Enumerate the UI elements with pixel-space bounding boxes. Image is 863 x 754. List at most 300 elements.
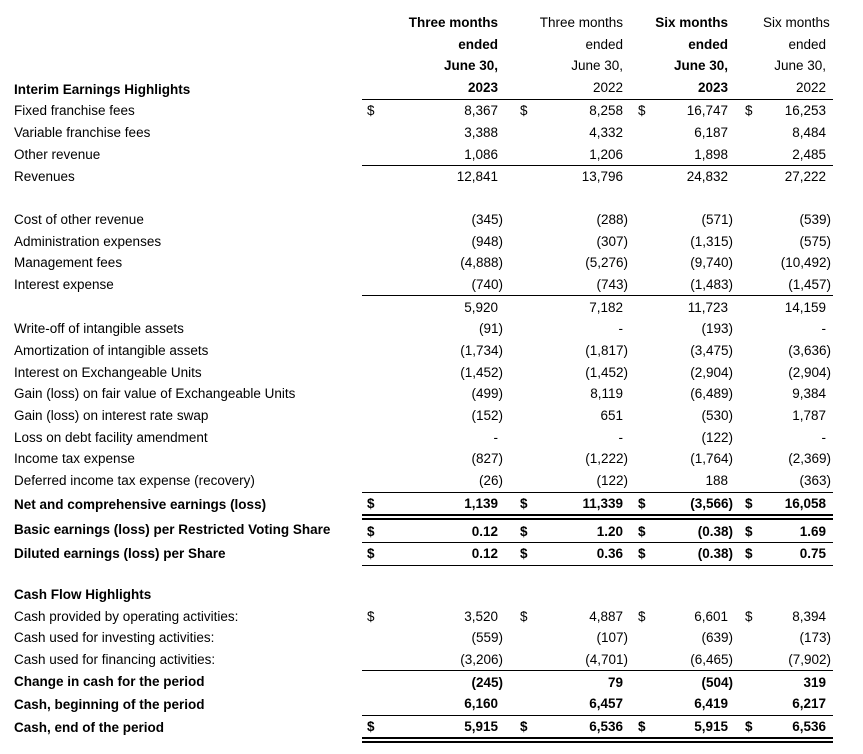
currency-symbol (362, 383, 392, 405)
table-row (14, 296, 833, 318)
currency-symbol: $ (735, 492, 763, 517)
cell-value: - (618, 429, 623, 445)
cell-value: (6,489) (690, 386, 733, 402)
currency-symbol: $ (362, 542, 392, 565)
currency-symbol (505, 296, 535, 318)
row-label (14, 296, 362, 318)
cell-value: 0.12 (392, 517, 505, 542)
currency-symbol (505, 649, 535, 671)
row-label: Management fees (14, 255, 123, 271)
cell-value: (10,492) (780, 255, 831, 271)
currency-symbol: $ (745, 608, 753, 624)
currency-symbol (630, 230, 655, 252)
currency-symbol (362, 274, 392, 296)
table-row (14, 143, 833, 165)
column-header-line: June 30, (774, 58, 826, 74)
cell-value: (504) (701, 674, 733, 690)
currency-symbol: $ (745, 103, 753, 119)
column-header-line: 2022 (592, 80, 623, 96)
row-label: Change in cash for the period (14, 674, 205, 690)
column-header-line: ended (788, 36, 826, 52)
table-row (14, 470, 833, 492)
spacer-cell (14, 188, 833, 209)
table-row (14, 383, 833, 405)
cell-value: 11,723 (687, 299, 728, 315)
currency-symbol (735, 426, 763, 448)
cell-value: (4,888) (460, 255, 503, 271)
row-label: Basic earnings (loss) per Restricted Voting Share (14, 522, 331, 538)
currency-symbol (362, 627, 392, 649)
cell-value: (2,904) (788, 364, 831, 380)
row-label: Interest on Exchangeable Units (14, 364, 202, 380)
row-label: Cost of other revenue (14, 211, 144, 227)
currency-symbol (735, 252, 763, 274)
cell-value: 1,787 (792, 408, 826, 424)
column-header-line: June 30, (443, 58, 498, 74)
currency-symbol (735, 584, 763, 606)
currency-symbol (630, 693, 655, 715)
currency-symbol (362, 318, 392, 340)
row-label: Write-off of intangible assets (14, 321, 184, 337)
currency-symbol (630, 627, 655, 649)
cell-value: 6,187 (694, 124, 728, 140)
cell-value: (1,222) (585, 451, 628, 467)
cell-value: (245) (471, 674, 503, 690)
header-row (14, 12, 833, 99)
currency-symbol (362, 426, 392, 448)
currency-symbol (630, 448, 655, 470)
currency-symbol (735, 693, 763, 715)
currency-symbol (735, 361, 763, 383)
table-row (14, 649, 833, 671)
currency-symbol: $ (505, 517, 535, 542)
cell-value: (743) (535, 274, 630, 296)
currency-symbol (505, 318, 535, 340)
cell-value: (0.38) (655, 542, 735, 565)
table-row (14, 671, 833, 693)
cell-value: 8,484 (792, 124, 826, 140)
cell-value: 27,222 (784, 169, 826, 185)
currency-symbol (362, 649, 392, 671)
cell-value: 4,887 (589, 608, 623, 624)
currency-symbol: $ (367, 103, 375, 119)
currency-symbol (630, 274, 655, 296)
cell-value: (307) (596, 233, 628, 249)
cell-value: (1,817) (585, 343, 628, 359)
currency-symbol: $ (362, 517, 392, 542)
row-label: Cash used for investing activities: (14, 630, 215, 646)
cell-value: 6,457 (535, 693, 630, 715)
cell-value: (1,734) (460, 343, 503, 359)
cell-value: 1,086 (392, 143, 505, 165)
cell-value: (193) (701, 321, 733, 337)
currency-symbol (630, 143, 655, 165)
cell-value: - (821, 429, 826, 445)
cell-value: 4,332 (589, 124, 623, 140)
currency-symbol (505, 426, 535, 448)
table-body (14, 99, 833, 740)
currency-symbol (735, 209, 763, 231)
table-row (14, 542, 833, 565)
row-label: Fixed franchise fees (14, 102, 135, 118)
currency-symbol (362, 296, 392, 318)
column-header-line: Three months (539, 15, 623, 30)
table-title: Interim Earnings Highlights (14, 82, 191, 98)
cell-value: 6,160 (392, 693, 505, 715)
currency-symbol (505, 693, 535, 715)
currency-symbol (505, 274, 535, 296)
currency-symbol (362, 405, 392, 427)
currency-symbol: $ (367, 608, 375, 624)
cell-value: 11,339 (535, 492, 630, 517)
currency-symbol (505, 122, 535, 144)
cell-value: (1,452) (460, 364, 503, 380)
table-row (14, 165, 833, 187)
row-label: Diluted earnings (loss) per Share (14, 546, 226, 562)
row-label: Cash provided by operating activities: (14, 608, 239, 624)
row-label: Deferred income tax expense (recovery) (14, 473, 255, 489)
currency-symbol (630, 470, 655, 492)
currency-symbol (735, 383, 763, 405)
currency-symbol (630, 649, 655, 671)
currency-symbol (362, 143, 392, 165)
cell-value: - (493, 429, 498, 445)
column-header-line: June 30, (673, 58, 728, 74)
cell-value: 8,119 (590, 386, 623, 402)
cell-value: (1,315) (690, 233, 733, 249)
column-header-line: ended (585, 36, 623, 52)
currency-symbol (505, 252, 535, 274)
cell-value: (1,483) (655, 274, 735, 296)
cell-value: 16,058 (763, 492, 833, 517)
currency-symbol (735, 627, 763, 649)
cell-value: (6,465) (655, 649, 735, 671)
currency-symbol (630, 383, 655, 405)
table-row (14, 230, 833, 252)
row-label: Gain (loss) on fair value of Exchangeable Units (14, 386, 296, 402)
currency-symbol (505, 209, 535, 231)
cell-value: (7,902) (763, 649, 833, 671)
currency-symbol: $ (630, 715, 655, 740)
cell-value: 1.20 (535, 517, 630, 542)
cell-value: (1,457) (763, 274, 833, 296)
table-row (14, 627, 833, 649)
cell-value: (740) (392, 274, 505, 296)
cell-value: 13,796 (581, 169, 623, 185)
cell-value: 6,536 (763, 715, 833, 740)
cell-value: (2,904) (690, 364, 733, 380)
currency-symbol (735, 470, 763, 492)
cell-value: (91) (478, 321, 503, 337)
currency-symbol (735, 122, 763, 144)
cell-value: 24,832 (686, 169, 728, 185)
cell-value: (345) (471, 211, 503, 227)
currency-symbol (630, 405, 655, 427)
column-header-line: 2023 (467, 80, 498, 96)
cell-value: 0.36 (535, 542, 630, 565)
table-row (14, 209, 833, 231)
currency-symbol (362, 448, 392, 470)
cell-value: 5,915 (392, 715, 505, 740)
row-label: Revenues (14, 168, 75, 184)
row-label: Variable franchise fees (14, 124, 151, 140)
cell-value: 3,520 (464, 608, 498, 624)
currency-symbol (505, 230, 535, 252)
cell-value: 79 (607, 674, 623, 690)
cell-value: (559) (471, 630, 503, 646)
currency-symbol (362, 470, 392, 492)
table-row (14, 448, 833, 470)
currency-symbol (630, 296, 655, 318)
currency-symbol: $ (520, 608, 528, 624)
cell-value: 8,367 (464, 103, 498, 119)
currency-symbol (505, 383, 535, 405)
currency-symbol (735, 143, 763, 165)
spacer-row (14, 565, 833, 584)
table-row (14, 405, 833, 427)
currency-symbol: $ (505, 542, 535, 565)
cell-value: (827) (471, 451, 503, 467)
cell-value: - (821, 321, 826, 337)
currency-symbol (735, 448, 763, 470)
table-row (14, 122, 833, 144)
currency-symbol: $ (362, 715, 392, 740)
section-title: Cash Flow Highlights (14, 586, 152, 602)
currency-symbol: $ (638, 103, 646, 119)
column-header-line: Three months (408, 15, 498, 30)
currency-symbol (362, 209, 392, 231)
cell-value: (26) (392, 470, 505, 492)
currency-symbol (735, 318, 763, 340)
currency-symbol (362, 230, 392, 252)
header-gutter (505, 12, 535, 99)
currency-symbol (362, 693, 392, 715)
cell-value: 12,841 (456, 169, 498, 185)
currency-symbol (630, 671, 655, 693)
cell-value: (3,636) (788, 343, 831, 359)
cell-value: (363) (763, 470, 833, 492)
cell-value: (530) (701, 408, 733, 424)
column-header-line: Six months (763, 15, 830, 30)
column-header-line: ended (458, 36, 498, 52)
cell-value (535, 584, 630, 606)
cell-value: 2,485 (763, 143, 833, 165)
cell-value: 8,394 (792, 608, 826, 624)
row-label: Cash, end of the period (14, 720, 165, 736)
currency-symbol: $ (735, 715, 763, 740)
currency-symbol (630, 209, 655, 231)
currency-symbol (630, 584, 655, 606)
row-label: Gain (loss) on interest rate swap (14, 408, 209, 424)
currency-symbol (735, 230, 763, 252)
currency-symbol (505, 340, 535, 362)
cell-value: 319 (803, 674, 826, 690)
cell-value: (122) (535, 470, 630, 492)
currency-symbol (735, 671, 763, 693)
cell-value: (948) (471, 233, 503, 249)
column-header-line: June 30, (571, 58, 623, 74)
cell-value: 8,258 (589, 103, 623, 119)
cell-value: 188 (655, 470, 735, 492)
column-header-six-months-2023 (655, 12, 735, 99)
cell-value: (107) (596, 630, 628, 646)
cell-value: 651 (600, 408, 623, 424)
table-row (14, 340, 833, 362)
currency-symbol (735, 649, 763, 671)
currency-symbol: $ (630, 492, 655, 517)
row-label: Cash, beginning of the period (14, 696, 205, 712)
currency-symbol (362, 340, 392, 362)
currency-symbol (735, 165, 763, 187)
cell-value: 1,139 (392, 492, 505, 517)
currency-symbol (735, 340, 763, 362)
cell-value: 16,253 (784, 103, 826, 119)
currency-symbol (505, 405, 535, 427)
cell-value: (9,740) (690, 255, 733, 271)
cell-value (655, 584, 735, 606)
column-header-line: ended (688, 36, 728, 52)
currency-symbol: $ (630, 542, 655, 565)
section-header-row (14, 584, 833, 606)
cell-value: (499) (471, 386, 503, 402)
currency-symbol (630, 318, 655, 340)
cell-value: 1.69 (763, 517, 833, 542)
currency-symbol (505, 165, 535, 187)
table-row (14, 492, 833, 517)
cell-value: 1,206 (535, 143, 630, 165)
cell-value: (1,764) (690, 451, 733, 467)
column-header-line: 2022 (795, 80, 826, 96)
currency-symbol (735, 405, 763, 427)
cell-value: 0.75 (763, 542, 833, 565)
cell-value: (173) (799, 630, 831, 646)
currency-symbol (505, 627, 535, 649)
currency-symbol: $ (520, 103, 528, 119)
row-label: Other revenue (14, 146, 101, 162)
currency-symbol (735, 274, 763, 296)
cell-value: (1,452) (585, 364, 628, 380)
column-header-three-months-2022 (535, 12, 630, 99)
cell-value: (3,206) (392, 649, 505, 671)
cell-value: 0.12 (392, 542, 505, 565)
cell-value (392, 584, 505, 606)
currency-symbol: $ (735, 517, 763, 542)
currency-symbol: $ (630, 517, 655, 542)
column-header-six-months-2022 (763, 12, 833, 99)
table-row (14, 426, 833, 448)
currency-symbol (505, 448, 535, 470)
cell-value: 6,536 (535, 715, 630, 740)
currency-symbol (505, 361, 535, 383)
currency-symbol (505, 143, 535, 165)
cell-value: 5,915 (655, 715, 735, 740)
cell-value: 5,920 (464, 299, 498, 315)
financial-table (14, 12, 833, 743)
cell-value: 16,747 (686, 103, 728, 119)
cell-value: 3,388 (464, 124, 498, 140)
cell-value: (122) (701, 429, 733, 445)
currency-symbol (505, 470, 535, 492)
cell-value: (2,369) (788, 451, 831, 467)
cell-value: (4,701) (535, 649, 630, 671)
currency-symbol (630, 252, 655, 274)
header-gutter (630, 12, 655, 99)
currency-symbol: $ (638, 608, 646, 624)
table-row (14, 715, 833, 740)
table-row (14, 605, 833, 627)
currency-symbol (630, 122, 655, 144)
table-row (14, 693, 833, 715)
cell-value: - (618, 321, 623, 337)
table-row (14, 361, 833, 383)
cell-value: (3,566) (655, 492, 735, 517)
currency-symbol (362, 122, 392, 144)
cell-value: (0.38) (655, 517, 735, 542)
cell-value: (571) (701, 211, 733, 227)
column-header-line: Six months (655, 15, 728, 30)
cell-value: (3,475) (690, 343, 733, 359)
table-row (14, 274, 833, 296)
currency-symbol (362, 165, 392, 187)
currency-symbol (362, 361, 392, 383)
column-header-line: 2023 (697, 80, 728, 96)
cell-value: 1,898 (655, 143, 735, 165)
spacer-cell (14, 565, 833, 584)
currency-symbol (362, 252, 392, 274)
cell-value: 6,419 (655, 693, 735, 715)
currency-symbol (505, 671, 535, 693)
cell-value: (575) (799, 233, 831, 249)
cell-value (763, 584, 833, 606)
currency-symbol: $ (505, 715, 535, 740)
currency-symbol (630, 340, 655, 362)
header-gutter (362, 12, 392, 99)
currency-symbol (630, 361, 655, 383)
cell-value: (639) (701, 630, 733, 646)
cell-value: (5,276) (585, 255, 628, 271)
cell-value: (539) (799, 211, 831, 227)
header-gutter (735, 12, 763, 99)
currency-symbol (362, 671, 392, 693)
cell-value: 6,601 (694, 608, 728, 624)
table-row (14, 99, 833, 121)
row-label: Income tax expense (14, 451, 135, 467)
currency-symbol: $ (735, 542, 763, 565)
currency-symbol (630, 426, 655, 448)
spacer-row (14, 188, 833, 209)
table-row (14, 318, 833, 340)
currency-symbol: $ (505, 492, 535, 517)
row-label: Loss on debt facility amendment (14, 429, 208, 445)
row-label: Cash used for financing activities: (14, 652, 216, 668)
row-label: Interest expense (14, 277, 114, 293)
column-header-three-months-2023 (392, 12, 505, 99)
table-row (14, 517, 833, 542)
cell-value: 7,182 (589, 299, 623, 315)
cell-value: 14,159 (784, 299, 826, 315)
currency-symbol: $ (362, 492, 392, 517)
currency-symbol (362, 584, 392, 606)
cell-value: 6,217 (763, 693, 833, 715)
currency-symbol (630, 165, 655, 187)
currency-symbol (735, 296, 763, 318)
currency-symbol (505, 584, 535, 606)
cell-value: 9,384 (792, 386, 826, 402)
row-label: Amortization of intangible assets (14, 343, 209, 359)
cell-value: (288) (596, 211, 628, 227)
cell-value: (152) (471, 408, 503, 424)
table-row (14, 252, 833, 274)
